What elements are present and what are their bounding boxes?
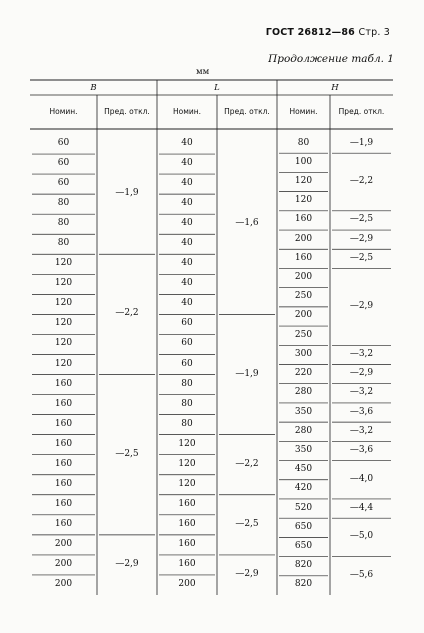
h-deviation-value: —2,2 xyxy=(349,176,374,187)
b-nominal-value: 160 xyxy=(54,418,73,429)
group-label-l: L xyxy=(214,83,220,93)
l-nominal-value: 120 xyxy=(178,478,196,489)
h-nominal-value: 420 xyxy=(294,483,313,494)
h-deviation-value: —3,2 xyxy=(349,425,374,436)
h-deviation-value: —2,9 xyxy=(349,368,374,379)
l-nominal-value: 160 xyxy=(178,538,196,549)
h-nominal-value: 450 xyxy=(294,464,313,475)
l-nominal-value: 160 xyxy=(178,498,196,509)
b-nominal-value: 200 xyxy=(54,538,73,549)
page-number: Стр. 3 xyxy=(358,27,390,38)
h-deviation-value: —2,5 xyxy=(349,214,374,225)
b-nominal-value: 160 xyxy=(54,378,73,389)
l-nominal-value: 80 xyxy=(181,418,193,429)
l-deviation-value: —1,6 xyxy=(235,218,259,229)
h-nominal-value: 250 xyxy=(294,291,313,302)
h-nominal-value: 250 xyxy=(294,329,313,340)
b-nominal-value: 120 xyxy=(54,298,73,309)
b-nominal-value: 160 xyxy=(54,498,73,509)
b-nominal-value: 120 xyxy=(54,258,73,269)
h-nominal-value: 520 xyxy=(294,502,313,513)
l-nominal-value: 200 xyxy=(178,578,196,589)
table-continuation-title: Продолжение табл. 1 xyxy=(268,53,394,65)
h-nominal-value: 280 xyxy=(294,387,313,398)
h-nominal-value: 300 xyxy=(294,348,313,359)
b-deviation-value: —2,5 xyxy=(115,448,139,459)
column-header: Пред. откл. xyxy=(338,107,385,116)
h-deviation-value: —5,6 xyxy=(349,569,374,580)
h-nominal-value: 200 xyxy=(294,310,313,321)
l-nominal-value: 80 xyxy=(181,398,193,409)
l-nominal-value: 40 xyxy=(181,198,193,209)
unit-label: мм xyxy=(196,67,210,77)
l-nominal-value: 40 xyxy=(181,278,193,289)
b-nominal-value: 200 xyxy=(54,558,73,569)
l-nominal-value: 40 xyxy=(181,218,193,229)
b-nominal-value: 120 xyxy=(54,358,73,369)
b-nominal-value: 160 xyxy=(54,458,73,469)
h-deviation-value: —4,0 xyxy=(349,473,374,484)
b-nominal-value: 80 xyxy=(57,238,70,249)
l-deviation-value: —2,2 xyxy=(235,458,259,469)
h-nominal-value: 120 xyxy=(294,195,313,206)
h-nominal-value: 350 xyxy=(294,444,313,455)
h-deviation-value: —4,4 xyxy=(349,502,374,513)
l-nominal-value: 40 xyxy=(181,238,193,249)
h-nominal-value: 160 xyxy=(294,252,313,263)
b-nominal-value: 120 xyxy=(54,278,73,289)
b-nominal-value: 160 xyxy=(54,438,73,449)
h-deviation-value: —3,2 xyxy=(349,387,374,398)
h-deviation-value: —2,9 xyxy=(349,300,374,311)
column-header: Номин. xyxy=(172,107,202,116)
l-nominal-value: 60 xyxy=(181,358,193,369)
b-deviation-value: —2,9 xyxy=(115,558,139,569)
standard-number: ГОСТ 26812—86 xyxy=(265,27,355,38)
h-nominal-value: 220 xyxy=(294,368,313,379)
l-deviation-value: —2,9 xyxy=(235,568,259,579)
b-deviation-value: —1,9 xyxy=(115,188,139,199)
b-nominal-value: 60 xyxy=(57,138,70,149)
b-deviation-value: —2,2 xyxy=(115,308,139,319)
h-deviation-value: —3,6 xyxy=(349,444,374,455)
l-nominal-value: 40 xyxy=(181,178,193,189)
h-deviation-value: —1,9 xyxy=(349,137,374,148)
h-nominal-value: 200 xyxy=(294,233,313,244)
l-nominal-value: 120 xyxy=(178,438,196,449)
column-header: Номин. xyxy=(289,107,318,116)
b-nominal-value: 80 xyxy=(57,198,70,209)
h-nominal-value: 120 xyxy=(294,176,313,187)
h-nominal-value: 80 xyxy=(297,137,310,148)
l-deviation-value: —2,5 xyxy=(235,518,259,529)
l-nominal-value: 40 xyxy=(181,158,193,169)
l-nominal-value: 40 xyxy=(181,298,193,309)
l-nominal-value: 80 xyxy=(181,378,193,389)
h-deviation-value: —5,0 xyxy=(349,531,374,542)
l-nominal-value: 160 xyxy=(178,518,196,529)
b-nominal-value: 160 xyxy=(54,478,73,489)
b-nominal-value: 80 xyxy=(57,218,70,229)
l-nominal-value: 40 xyxy=(181,138,193,149)
h-nominal-value: 820 xyxy=(294,560,313,571)
b-nominal-value: 120 xyxy=(54,318,73,329)
h-nominal-value: 160 xyxy=(294,214,313,225)
group-label-b: B xyxy=(90,83,97,93)
l-nominal-value: 60 xyxy=(181,338,193,349)
b-nominal-value: 60 xyxy=(57,158,70,169)
b-nominal-value: 120 xyxy=(54,338,73,349)
h-nominal-value: 820 xyxy=(294,579,313,590)
column-header: Пред. откл. xyxy=(104,107,150,116)
group-label-h: H xyxy=(331,83,339,93)
b-nominal-value: 200 xyxy=(54,578,73,589)
l-nominal-value: 160 xyxy=(178,558,196,569)
h-nominal-value: 650 xyxy=(294,540,313,551)
h-nominal-value: 280 xyxy=(294,425,313,436)
column-header: Пред. откл. xyxy=(224,107,270,116)
l-nominal-value: 40 xyxy=(181,258,193,269)
h-nominal-value: 650 xyxy=(294,521,313,532)
l-deviation-value: —1,9 xyxy=(235,368,259,379)
l-nominal-value: 60 xyxy=(181,318,193,329)
h-nominal-value: 350 xyxy=(294,406,313,417)
l-nominal-value: 120 xyxy=(178,458,196,469)
column-header: Номин. xyxy=(49,107,78,116)
b-nominal-value: 60 xyxy=(57,178,70,189)
h-nominal-value: 100 xyxy=(294,156,313,167)
b-nominal-value: 160 xyxy=(54,398,73,409)
b-nominal-value: 160 xyxy=(54,518,73,529)
h-deviation-value: —3,6 xyxy=(349,406,374,417)
h-deviation-value: —3,2 xyxy=(349,348,374,359)
h-nominal-value: 200 xyxy=(294,272,313,283)
h-deviation-value: —2,9 xyxy=(349,233,374,244)
h-deviation-value: —2,5 xyxy=(349,252,374,263)
